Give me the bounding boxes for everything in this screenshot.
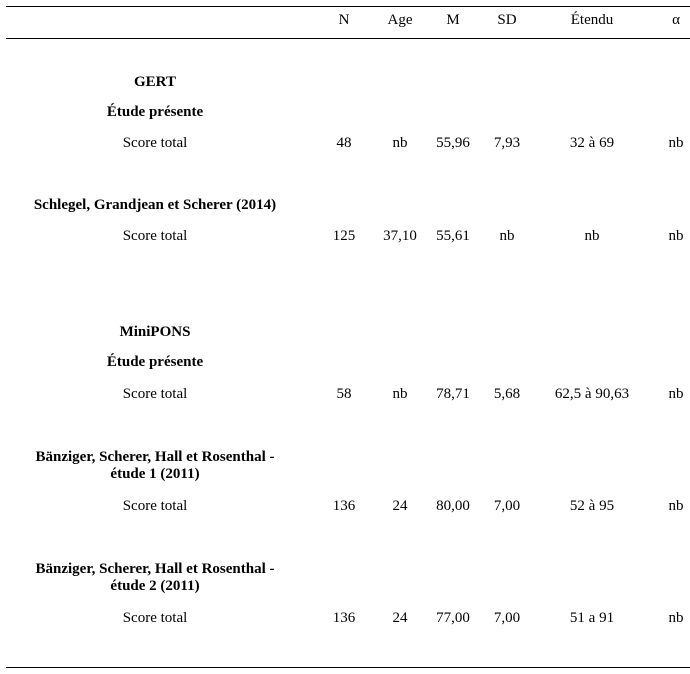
cell-m: 55,61 [436,228,470,244]
cell-sd: nb [499,228,515,244]
cell-sd: 7,00 [493,498,521,514]
cell-alpha: nb [668,135,684,151]
cell-range: 52 à 95 [569,498,615,514]
cell-alpha: nb [668,610,684,626]
cell-n: 48 [336,135,352,151]
cell-sd: 5,68 [493,386,521,402]
cell-range: nb [584,228,600,244]
row-label: Score total [122,386,188,402]
cell-age: nb [392,135,408,151]
cell-sd: 7,00 [493,610,521,626]
cell-age: 24 [392,610,408,626]
section-title-gert: GERT [134,74,176,90]
cell-age: 24 [392,498,408,514]
row-label: Score total [122,135,188,151]
row-label: Score total [122,610,188,626]
cell-n: 136 [332,610,356,626]
cell-n: 136 [332,498,356,514]
cell-age: nb [392,386,408,402]
group-source: Bänziger, Scherer, Hall et Rosenthal - [35,561,275,577]
cell-m: 80,00 [436,498,470,514]
cell-range: 32 à 69 [569,135,615,151]
cell-n: 58 [336,386,352,402]
header-rule [6,38,690,39]
cell-m: 78,71 [436,386,470,402]
col-header-n: N [338,12,350,28]
col-header-age: Age [387,12,413,28]
col-header-range: Étendu [570,12,614,28]
section-title-minipons: MiniPONS [119,324,191,340]
cell-m: 55,96 [436,135,470,151]
cell-age: 37,10 [383,228,417,244]
row-label: Score total [122,228,188,244]
row-label: Score total [122,498,188,514]
bottom-rule [6,667,690,668]
group-source: Étude présente [106,354,204,370]
cell-range: 51 a 91 [569,610,615,626]
group-source: Schlegel, Grandjean et Scherer (2014) [33,197,277,213]
cell-alpha: nb [668,386,684,402]
cell-m: 77,00 [436,610,470,626]
group-source: étude 1 (2011) [110,466,200,482]
group-source: Bänziger, Scherer, Hall et Rosenthal - [35,449,275,465]
col-header-alpha: α [672,12,680,28]
cell-range: 62,5 à 90,63 [554,386,630,402]
top-rule [6,6,690,7]
cell-alpha: nb [668,228,684,244]
group-source: étude 2 (2011) [110,578,200,594]
col-header-m: M [446,12,460,28]
group-source: Étude présente [106,104,204,120]
col-header-sd: SD [497,12,517,28]
cell-alpha: nb [668,498,684,514]
cell-n: 125 [332,228,356,244]
cell-sd: 7,93 [493,135,521,151]
